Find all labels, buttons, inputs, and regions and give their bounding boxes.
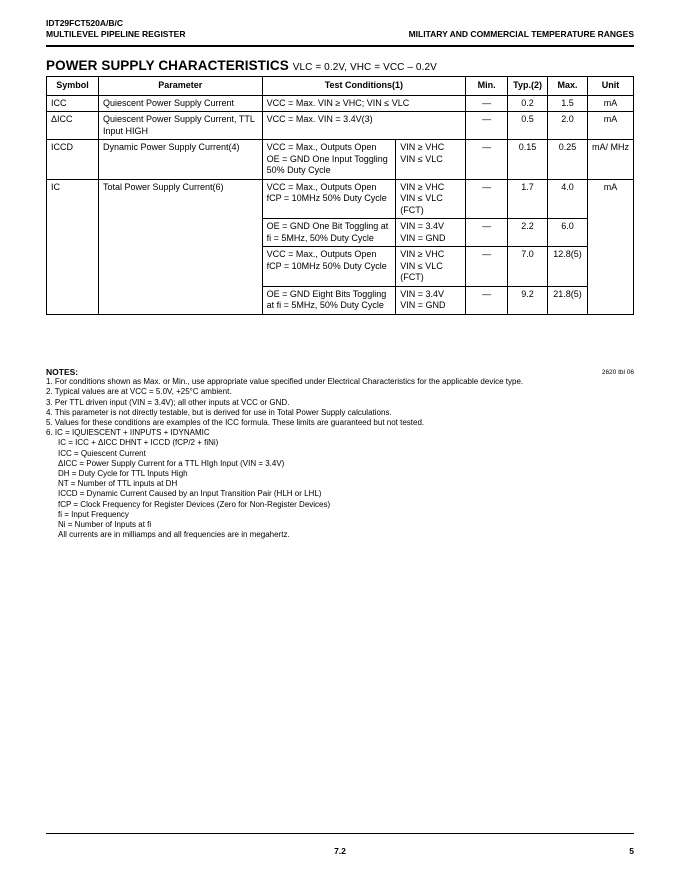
cell-parameter: Total Power Supply Current(6) [98,179,262,314]
cell-max: 0.25 [548,140,588,180]
col-typ: Typ.(2) [508,77,548,96]
note-definition: DH = Duty Cycle for TTL Inputs High [58,469,188,479]
col-unit: Unit [588,77,634,96]
cell-symbol: ΔICC [47,112,99,140]
cell-conditions: OE = GND One Bit Toggling at fi = 5MHz, 50% Duty Cycle [262,219,396,247]
table-row [47,95,634,112]
cell-unit: mA [588,179,634,314]
cell-typ: 0.5 [508,112,548,140]
cell-input-conditions: VIN ≥ VHC VIN ≤ VLC (FCT) [396,247,466,287]
cell-unit: mA [588,112,634,140]
cell-typ: 0.15 [508,140,548,180]
note-item: 3. Per TTL driven input (VIN = 3.4V); all other inputs at VCC or GND. [46,397,290,407]
section-number: 7.2 [334,846,346,856]
cell-input-conditions: VIN = 3.4V VIN = GND [396,286,466,314]
cell-max: 4.0 [548,179,588,219]
power-supply-table [46,76,634,315]
cell-typ: 7.0 [508,247,548,287]
cell-parameter: Quiescent Power Supply Current [98,95,262,112]
cell-symbol: ICC [47,95,99,112]
note-definition: All currents are in milliamps and all frequencies are in megahertz. [58,530,290,540]
cell-typ: 2.2 [508,219,548,247]
note-definition: fCP = Clock Frequency for Register Devices (Zero for Non-Register Devices) [58,499,331,509]
col-symbol: Symbol [47,77,99,96]
header-rule [46,45,634,47]
cell-symbol: IC [47,179,99,314]
cell-typ: 0.2 [508,95,548,112]
note-definition: ΔICC = Power Supply Current for a TTL HIgh Input (VIN = 3.4V) [58,458,285,468]
table-row [47,140,634,180]
note-item: 6. IC = IQUIESCENT + IINPUTS + IDYNAMIC [46,428,210,438]
cell-max: 1.5 [548,95,588,112]
cell-unit: mA [588,95,634,112]
table-row [47,112,634,140]
cell-min: — [466,219,508,247]
note-definition: fi = Input Frequency [58,509,129,519]
note-item: 5. Values for these conditions are examples of the ICC formula. These limits are guaranteed but not tested. [46,418,425,428]
cell-max: 2.0 [548,112,588,140]
notes-section [46,367,634,540]
note-item: 1. For conditions shown as Max. or Min., use appropriate value specified under Electrical Characteristics for the applicable device type. [46,377,524,387]
notes-heading: NOTES: [46,367,79,377]
note-formula: IC = ICC + ΔICC DHNT + ICCD (fCP/2 + fiNi) [58,438,219,448]
temperature-range: MILITARY AND COMMERCIAL TEMPERATURE RANGES [408,29,634,39]
table-row [47,179,634,219]
cell-max: 21.8(5) [548,286,588,314]
note-definition: Ni = Number of Inputs at fi [58,520,152,530]
cell-typ: 1.7 [508,179,548,219]
footer-rule [46,833,634,834]
cell-max: 12.8(5) [548,247,588,287]
cell-conditions: VCC = Max. VIN ≥ VHC; VIN ≤ VLC [262,95,466,112]
col-max: Max. [548,77,588,96]
cell-input-conditions: VIN ≥ VHC VIN ≤ VLC (FCT) [396,179,466,219]
note-item: 2. Typical values are at VCC = 5.0V, +25°C ambient. [46,387,232,397]
cell-conditions: OE = GND Eight Bits Toggling at fi = 5MHz, 50% Duty Cycle [262,286,396,314]
cell-min: — [466,179,508,219]
note-definition: ICC = Quiescent Current [58,448,146,458]
cell-input-conditions: VIN ≥ VHC VIN ≤ VLC [396,140,466,180]
table-id: 2620 tbl 06 [601,369,634,376]
col-test-conditions: Test Conditions(1) [262,77,466,96]
cell-input-conditions: VIN = 3.4V VIN = GND [396,219,466,247]
cell-symbol: ICCD [47,140,99,180]
note-definition: NT = Number of TTL inputs at DH [58,479,178,489]
cell-min: — [466,95,508,112]
page-number: 5 [629,846,634,856]
cell-typ: 9.2 [508,286,548,314]
cell-conditions: VCC = Max., Outputs Open fCP = 10MHz 50% Duty Cycle [262,247,396,287]
cell-conditions: VCC = Max. VIN = 3.4V(3) [262,112,466,140]
note-item: 4. This parameter is not directly testable, but is derived for use in Total Power Supply calculations. [46,407,392,417]
cell-unit: mA/ MHz [588,140,634,180]
cell-conditions: VCC = Max., Outputs Open fCP = 10MHz 50% Duty Cycle [262,179,396,219]
page-header [46,18,634,40]
cell-min: — [466,286,508,314]
cell-min: — [466,112,508,140]
cell-parameter: Quiescent Power Supply Current, TTL Input HIGH [98,112,262,140]
device-name: MULTILEVEL PIPELINE REGISTER [46,29,186,39]
note-definition: ICCD = Dynamic Current Caused by an Input Transition Pair (HLH or LHL) [58,489,322,499]
col-parameter: Parameter [98,77,262,96]
cell-min: — [466,140,508,180]
part-number: IDT29FCT520A/B/C [46,18,123,28]
col-min: Min. [466,77,508,96]
cell-max: 6.0 [548,219,588,247]
title-conditions: VLC = 0.2V, VHC = VCC – 0.2V [292,62,437,73]
title-main: POWER SUPPLY CHARACTERISTICS [46,58,289,73]
section-title [46,58,437,73]
cell-conditions: VCC = Max., Outputs Open OE = GND One Input Toggling 50% Duty Cycle [262,140,396,180]
cell-min: — [466,247,508,287]
table-header-row [47,77,634,96]
cell-parameter: Dynamic Power Supply Current(4) [98,140,262,180]
